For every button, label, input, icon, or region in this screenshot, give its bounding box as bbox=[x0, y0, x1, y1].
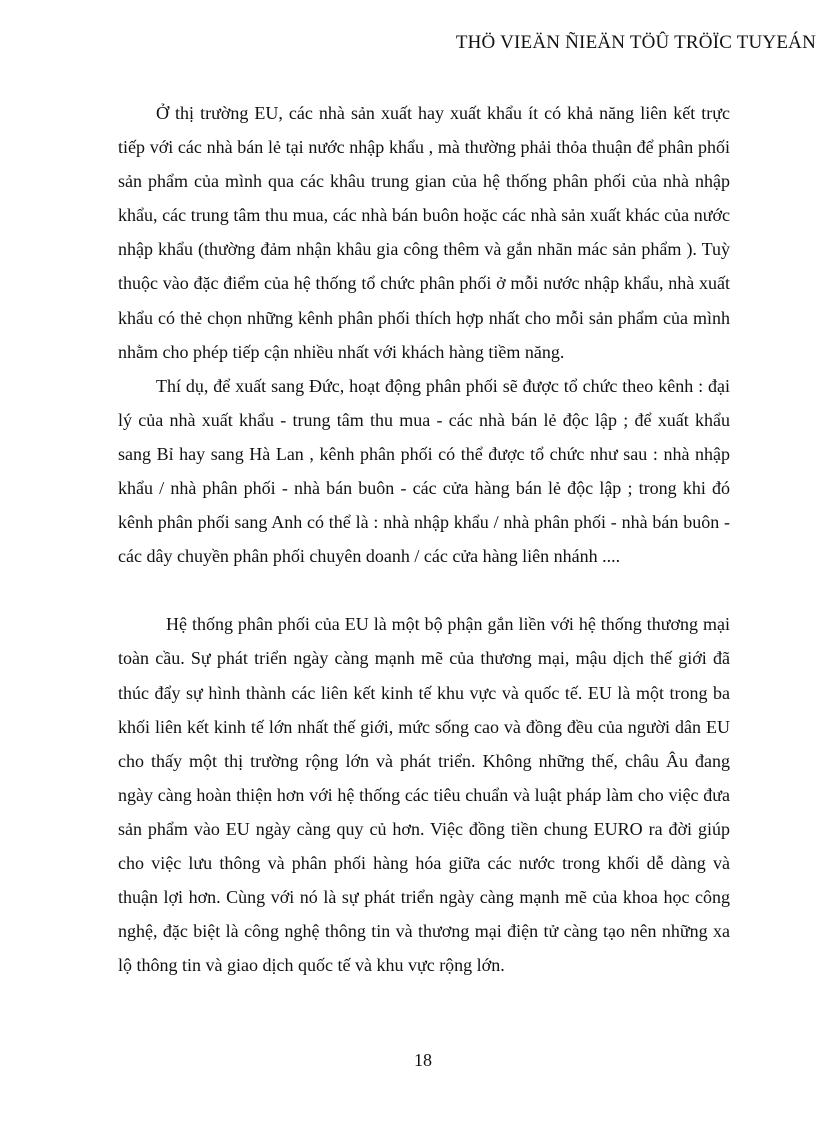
page-number: 18 bbox=[414, 1050, 432, 1070]
paragraph-eu-trade-system: Hệ thống phân phối của EU là một bộ phận gắn liền với hệ thống thương mại toàn cầu. Sự phát triển ngày càng mạnh mẽ của thương mại, mậu dịch thế giới đã thúc đẩy sự hình thành các liên kết kinh tế khu vực và quốc tế. EU là một trong ba khối liên kết kinh tế lớn nhất thế giới, mức sống cao và đồng đều của người dân EU cho thấy một thị trường rộng lớn và phát triển. Không những thế, châu Âu đang ngày càng hoàn thiện hơn với hệ thống các tiêu chuẩn và luật pháp làm cho việc đưa sản phẩm vào EU ngày càng quy củ hơn. Việc đồng tiền chung EURO ra đời giúp cho việc lưu thông và phân phối hàng hóa giữa các nước trong khối dễ dàng và thuận lợi hơn. Cùng với nó là sự phát triển ngày càng mạnh mẽ của khoa học công nghệ, đặc biệt là công nghệ thông tin và thương mại điện tử càng tạo nên những xa lộ thông tin và giao dịch quốc tế và khu vực rộng lớn. bbox=[118, 614, 730, 976]
paragraph-eu-distribution: Ở thị trường EU, các nhà sản xuất hay xuất khẩu ít có khả năng liên kết trực tiếp với các nhà bán lẻ tại nước nhập khẩu , mà thường phải thỏa thuận để phân phối sản phẩm của mình qua các khâu trung gian của hệ thống phân phối của nhà nhập khẩu, các trung tâm thu mua, các nhà bán buôn hoặc các nhà sản xuất khác của nước nhập khẩu (thường đảm nhận khâu gia công thêm và gắn nhãn mác sản phẩm ). Tuỳ thuộc vào đặc điểm của hệ thống tổ chức phân phối ở mỗi nước nhập khẩu, nhà xuất khẩu có thẻ chọn những kênh phân phối thích hợp nhất cho mỗi sản phẩm của mình nhằm cho phép tiếp cận nhiều nhất với khách hàng tiềm năng. bbox=[118, 103, 730, 362]
document-body bbox=[118, 96, 730, 982]
page-header: THÖ VIEÄN ÑIEÄN TÖÛ TRÖÏC TUYEÁN bbox=[455, 32, 816, 53]
paragraph-distribution-examples: Thí dụ, để xuất sang Đức, hoạt động phân phối sẽ được tổ chức theo kênh : đại lý của nhà xuất khẩu - trung tâm thu mua - các nhà bán lẻ độc lập ; để xuất khẩu sang Bỉ hay sang Hà Lan , kênh phân phối có thể được tổ chức như sau : nhà nhập khẩu / nhà phân phối - nhà bán buôn - các cửa hàng bán lẻ độc lập ; trong khi đó kênh phân phối sang Anh có thể là : nhà nhập khẩu / nhà phân phối - nhà bán buôn - các dây chuyền phân phối chuyên doanh / các cửa hàng liên nhánh .... bbox=[118, 375, 730, 567]
